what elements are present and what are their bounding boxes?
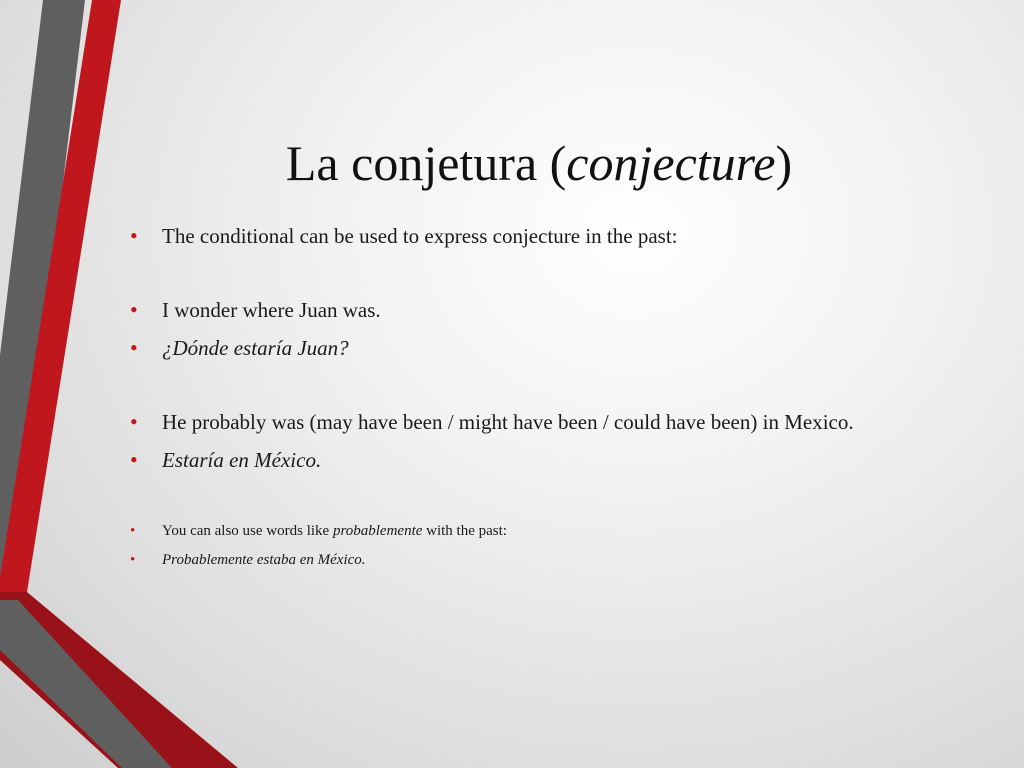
title-italic: conjecture (566, 135, 776, 191)
bullet-dot: • (130, 447, 138, 472)
bullet-dot: • (130, 523, 136, 539)
bullet-text: He probably was (may have been / might have been / could have been) in Mexico. (162, 410, 854, 434)
bullet-dot: • (130, 409, 138, 434)
bullet-text (162, 522, 507, 540)
bullet-text-pre: You can also use words like (162, 523, 333, 539)
bullet-dot: • (130, 223, 138, 248)
bullet-dot: • (130, 335, 138, 360)
bullet-text: ¿Dónde estaría Juan? (162, 336, 349, 360)
bullet-dot: • (130, 297, 138, 322)
title-main: La conjetura ( (285, 135, 567, 191)
gray-stripe-lower (0, 600, 172, 768)
bullet-text: The conditional can be used to express conjecture in the past: (162, 224, 678, 248)
title-close: ) (775, 135, 793, 191)
bullet-text-italic: probablemente (332, 523, 423, 539)
bullet-text-post: with the past: (422, 523, 507, 539)
bullet-dot: • (130, 552, 136, 568)
bullet-text: I wonder where Juan was. (162, 298, 381, 322)
bullet-text: Probablemente estaba en México. (162, 552, 366, 568)
slide-title (0, 128, 1024, 198)
bullet-text: Estaría en México. (162, 448, 322, 472)
